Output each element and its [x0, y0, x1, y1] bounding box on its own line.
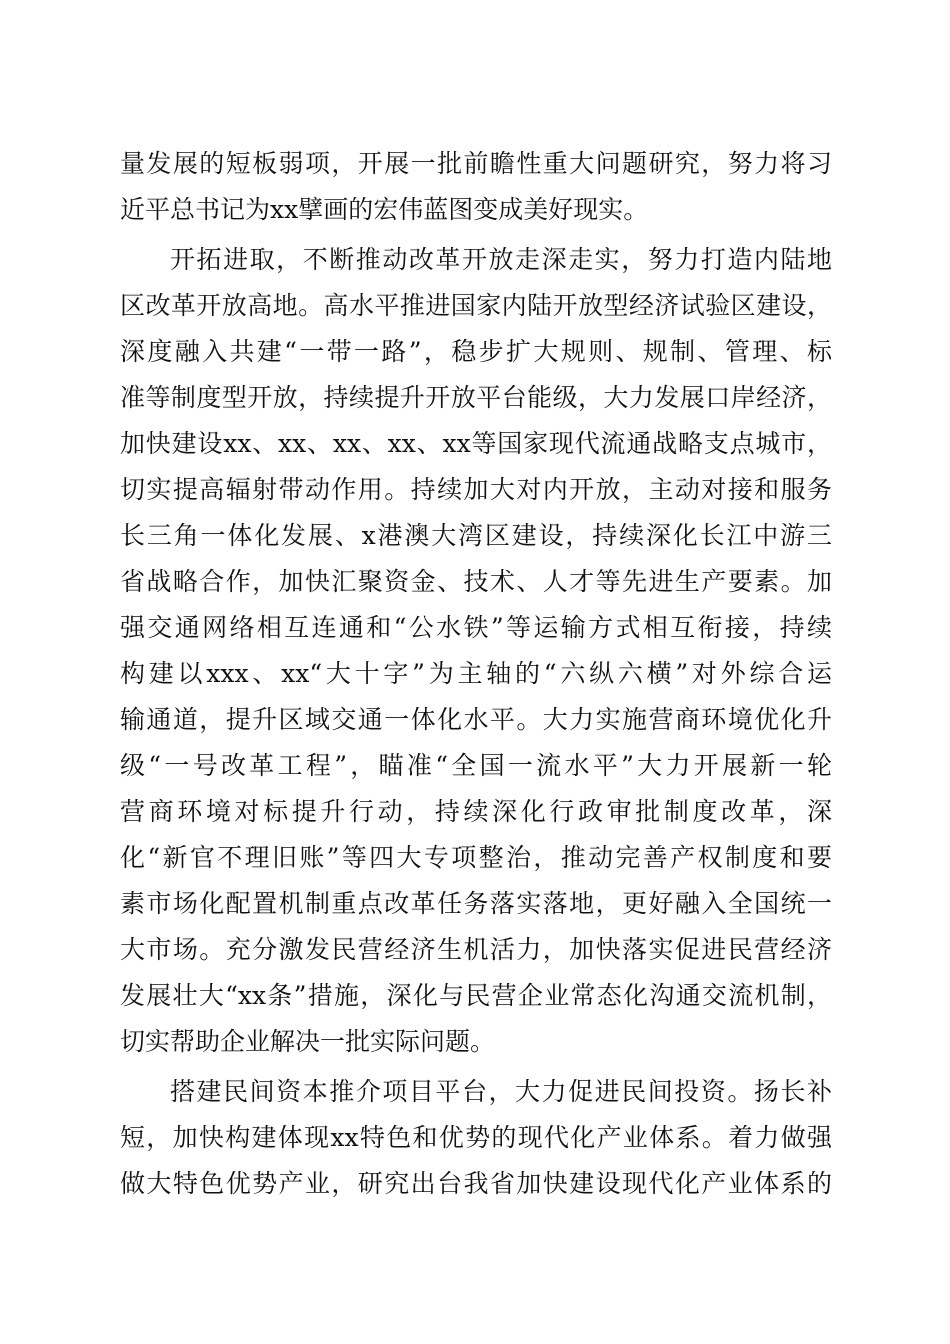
text-line: 切实提高辐射带动作用。持续加大对内开放，主动对接和服务 — [120, 475, 832, 504]
text-line: 强交通网络相互连通和“公水铁”等运输方式相互衔接，持续 — [120, 613, 832, 642]
text-line: 深度融入共建“一带一路”，稳步扩大规则、规制、管理、标 — [120, 337, 832, 366]
text-line: 素市场化配置机制重点改革任务落实落地，更好融入全国统一 — [120, 889, 832, 918]
text-line: 短，加快构建体现xx特色和优势的现代化产业体系。着力做强 — [120, 1123, 832, 1152]
text-line: 做大特色优势产业，研究出台我省加快建设现代化产业体系的 — [120, 1169, 832, 1198]
text-line: 输通道，提升区域交通一体化水平。大力实施营商环境优化升 — [120, 705, 832, 734]
paragraph-start-line: 开拓进取，不断推动改革开放走深走实，努力打造内陆地 — [170, 245, 832, 274]
text-line: 化“新官不理旧账”等四大专项整治，推动完善产权制度和要 — [120, 843, 832, 872]
text-line: 长三角一体化发展、x港澳大湾区建设，持续深化长江中游三 — [120, 521, 832, 550]
text-line: 近平总书记为xx擘画的宏伟蓝图变成美好现实。 — [120, 195, 649, 224]
text-line: 构建以xxx、xx“大十字”为主轴的“六纵六横”对外综合运 — [120, 659, 832, 688]
text-line: 大市场。充分激发民营经济生机活力，加快落实促进民营经济 — [120, 935, 832, 964]
text-line: 加快建设xx、xx、xx、xx、xx等国家现代流通战略支点城市， — [120, 429, 832, 458]
text-line: 区改革开放高地。高水平推进国家内陆开放型经济试验区建设， — [120, 291, 832, 320]
text-line: 营商环境对标提升行动，持续深化行政审批制度改革，深 — [120, 797, 832, 826]
text-line: 准等制度型开放，持续提升开放平台能级，大力发展口岸经济， — [120, 383, 832, 412]
text-line: 省战略合作，加快汇聚资金、技术、人才等先进生产要素。加 — [120, 567, 832, 596]
paragraph-start-line: 搭建民间资本推介项目平台，大力促进民间投资。扬长补 — [170, 1077, 832, 1106]
text-line: 切实帮助企业解决一批实际问题。 — [120, 1027, 496, 1056]
text-line: 量发展的短板弱项，开展一批前瞻性重大问题研究，努力将习 — [120, 149, 832, 178]
text-line: 级“一号改革工程”，瞄准“全国一流水平”大力开展新一轮 — [120, 751, 832, 780]
text-line: 发展壮大“xx条”措施，深化与民营企业常态化沟通交流机制， — [120, 981, 832, 1010]
